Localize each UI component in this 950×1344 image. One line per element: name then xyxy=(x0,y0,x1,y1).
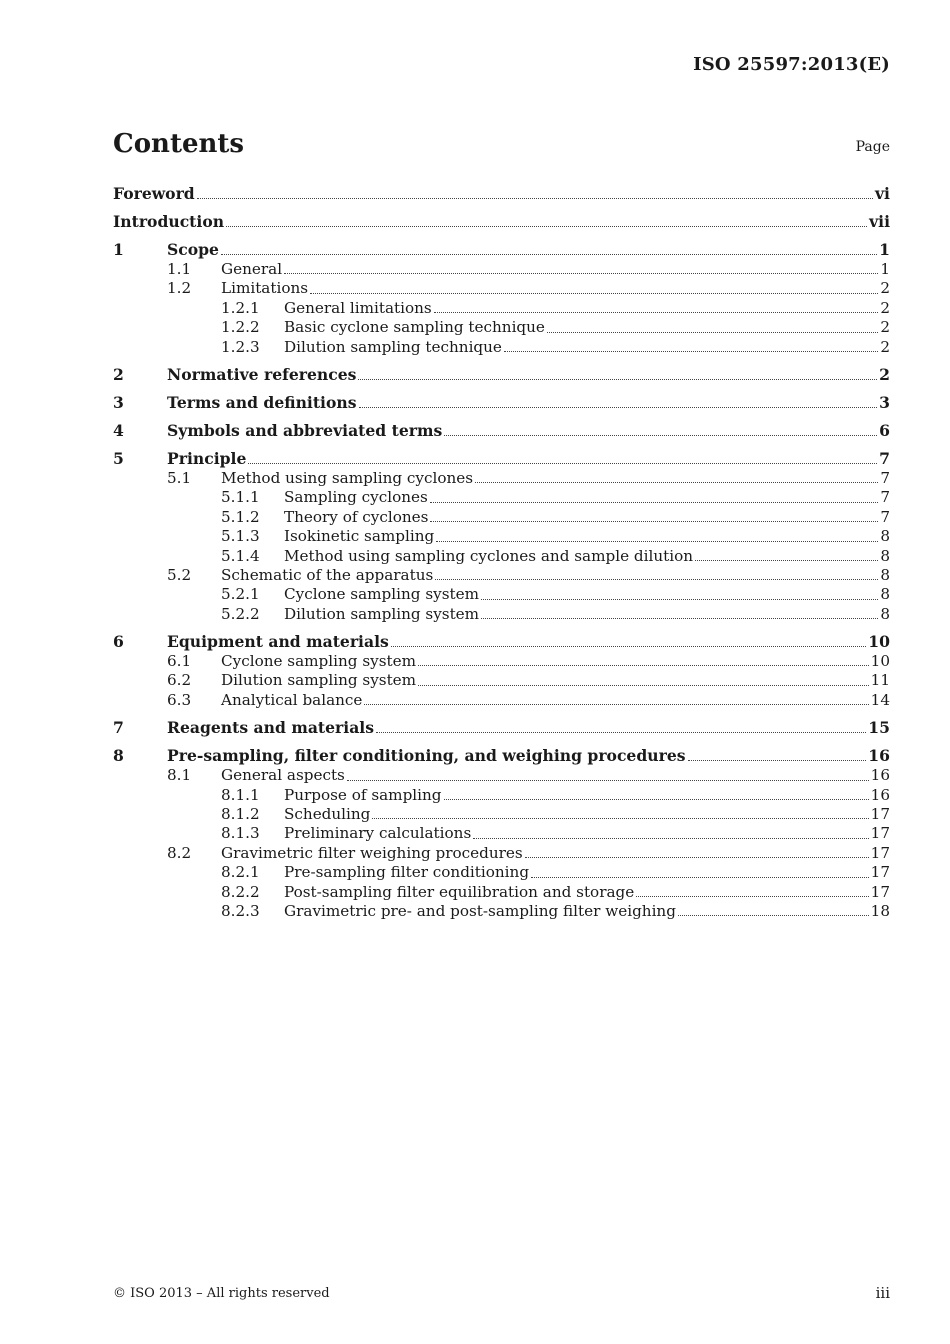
toc-entry-number: 5.1.3 xyxy=(221,527,260,546)
dot-leader xyxy=(473,837,868,839)
toc-entry-title: Method using sampling cyclones and sample dilution xyxy=(284,546,694,565)
dot-leader xyxy=(391,645,867,647)
toc-entry[interactable] xyxy=(113,883,890,902)
toc-entry-number: 7 xyxy=(113,718,124,738)
toc-entry[interactable] xyxy=(113,902,890,921)
toc-entry-title: General limitations xyxy=(284,298,432,317)
toc-group xyxy=(113,632,890,710)
toc-entry[interactable] xyxy=(113,469,890,488)
dot-leader xyxy=(430,501,879,503)
toc-entry-number: 6.1 xyxy=(167,652,192,671)
toc-entry-number: 5.1.4 xyxy=(221,546,260,565)
toc-entry-title: Normative references xyxy=(167,364,357,384)
toc-entry-page: 7 xyxy=(880,488,890,507)
toc-entry-number: 5.1.1 xyxy=(221,488,260,507)
copyright-notice: © ISO 2013 – All rights reserved xyxy=(113,1286,330,1301)
toc-entry-number: 8.2.2 xyxy=(221,882,260,901)
toc-entry-page: 17 xyxy=(870,882,890,901)
toc-entry-page: 8 xyxy=(880,604,890,623)
toc-entry-title: Introduction xyxy=(113,212,225,231)
toc-entry-number: 8.2.1 xyxy=(221,863,260,882)
toc-entry[interactable] xyxy=(113,279,890,298)
toc-entry-number: 5.2 xyxy=(167,565,192,584)
toc-entry[interactable] xyxy=(113,824,890,843)
toc-entry[interactable] xyxy=(113,488,890,507)
toc-entry-title: Principle xyxy=(167,448,247,468)
toc-group xyxy=(113,421,890,441)
toc-entry-title: Gravimetric pre- and post-sampling filter weighing xyxy=(284,901,676,920)
toc-entry-title: Analytical balance xyxy=(221,690,363,709)
contents-title: Contents xyxy=(113,129,245,159)
toc-entry-number: 5.1 xyxy=(167,468,192,487)
dot-leader xyxy=(359,406,878,408)
dot-leader xyxy=(418,684,869,686)
toc-entry-page: 6 xyxy=(879,420,890,440)
toc-entry-title: Dilution sampling system xyxy=(221,671,417,690)
toc-entry-title: Cyclone sampling system xyxy=(221,652,416,671)
toc-entry[interactable] xyxy=(113,421,890,441)
dot-leader xyxy=(688,759,867,761)
page-column-label: Page xyxy=(855,139,890,155)
toc-entry-title: Purpose of sampling xyxy=(284,785,442,804)
toc-entry-title: Cyclone sampling system xyxy=(284,585,479,604)
dot-leader xyxy=(418,664,869,666)
toc-entry-page: vi xyxy=(875,184,890,203)
dot-leader xyxy=(436,540,878,542)
dot-leader xyxy=(347,779,869,781)
dot-leader xyxy=(525,856,869,858)
dot-leader xyxy=(364,703,868,705)
toc-entry-page: 14 xyxy=(870,690,890,709)
toc-group xyxy=(113,718,890,738)
toc-entry-number: 6.3 xyxy=(167,690,192,709)
toc-entry-title: Foreword xyxy=(113,184,195,203)
toc-entry-number: 8.2 xyxy=(167,843,192,862)
toc-entry[interactable] xyxy=(113,585,890,604)
document-id: ISO 25597:2013(E) xyxy=(693,54,890,75)
toc-entry-title: Reagents and materials xyxy=(167,718,375,738)
toc-entry-title: Scheduling xyxy=(284,805,371,824)
dot-leader xyxy=(310,292,878,294)
toc-entry-page: 2 xyxy=(879,364,890,384)
toc-group xyxy=(113,449,890,624)
toc-entry[interactable] xyxy=(113,805,890,824)
toc-entry-number: 2 xyxy=(113,364,124,384)
toc-entry-number: 6.2 xyxy=(167,671,192,690)
toc-entry-page: 17 xyxy=(870,805,890,824)
toc-entry-title: Symbols and abbreviated terms xyxy=(167,420,443,440)
toc-entry-page: 16 xyxy=(870,766,890,785)
page-number: iii xyxy=(875,1284,890,1302)
toc-entry-page: 11 xyxy=(870,671,890,690)
toc-entry[interactable] xyxy=(113,240,890,260)
toc-entry[interactable] xyxy=(113,652,890,671)
toc-entry[interactable] xyxy=(113,260,890,279)
dot-leader xyxy=(475,481,878,483)
dot-leader xyxy=(547,331,878,333)
toc-entry-title: Pre-sampling filter conditioning xyxy=(284,863,530,882)
toc-entry-number: 5.2.2 xyxy=(221,604,260,623)
toc-entry-number: 5.1.2 xyxy=(221,507,260,526)
toc-entry[interactable] xyxy=(113,547,890,566)
toc-entry-page: 1 xyxy=(880,260,890,278)
toc-entry[interactable] xyxy=(113,718,890,738)
toc-entry-page: 8 xyxy=(880,546,890,565)
dot-leader xyxy=(221,253,877,255)
toc-entry[interactable] xyxy=(113,365,890,385)
toc-entry-title: Preliminary calculations xyxy=(284,824,472,843)
toc-entry-number: 1 xyxy=(113,240,124,259)
toc-entry[interactable] xyxy=(113,605,890,624)
dot-leader xyxy=(430,520,878,522)
toc-group xyxy=(113,365,890,385)
toc-entry-number: 8.1.3 xyxy=(221,824,260,843)
toc-entry[interactable] xyxy=(113,632,890,652)
dot-leader xyxy=(444,798,869,800)
dot-leader xyxy=(434,311,879,313)
toc-group xyxy=(113,184,890,204)
toc-entry-number: 1.2.3 xyxy=(221,337,260,356)
toc-entry-number: 6 xyxy=(113,632,124,652)
toc-entry-title: Limitations xyxy=(221,279,309,298)
toc-entry[interactable] xyxy=(113,299,890,318)
dot-leader xyxy=(636,895,868,897)
toc-entry-number: 5.2.1 xyxy=(221,585,260,604)
dot-leader xyxy=(678,914,869,916)
toc-entry-title: Method using sampling cyclones xyxy=(221,468,474,487)
toc-group xyxy=(113,746,890,921)
toc-entry-number: 8.1.1 xyxy=(221,785,260,804)
toc-entry[interactable] xyxy=(113,863,890,882)
toc-entry-page: 8 xyxy=(880,565,890,584)
toc-entry[interactable] xyxy=(113,527,890,546)
toc-entry-title: Theory of cyclones xyxy=(284,507,429,526)
toc-entry-title: Post-sampling filter equilibration and storage xyxy=(284,882,635,901)
toc-entry-title: Schematic of the apparatus xyxy=(221,565,434,584)
toc-entry[interactable] xyxy=(113,566,890,585)
toc-entry-title: Basic cyclone sampling technique xyxy=(284,318,545,337)
toc-entry-page: 2 xyxy=(880,298,890,317)
toc-entry-number: 1.2.2 xyxy=(221,318,260,337)
dot-leader xyxy=(481,617,878,619)
toc-entry[interactable] xyxy=(113,449,890,469)
toc-group xyxy=(113,393,890,413)
toc-entry-page: 15 xyxy=(868,718,890,738)
toc-entry-page: 3 xyxy=(879,392,890,412)
dot-leader xyxy=(531,876,869,878)
toc-entry-page: 10 xyxy=(870,652,890,671)
toc-entry[interactable] xyxy=(113,184,890,204)
toc-entry-page: 16 xyxy=(870,785,890,804)
toc-entry-page: 7 xyxy=(880,468,890,487)
toc-group xyxy=(113,212,890,232)
toc-entry-number: 8.2.3 xyxy=(221,901,260,920)
toc-entry-page: 1 xyxy=(879,240,890,259)
toc-entry-title: Gravimetric filter weighing procedures xyxy=(221,843,523,862)
toc-entry-title: Terms and definitions xyxy=(167,392,357,412)
toc-entry-title: Isokinetic sampling xyxy=(284,527,435,546)
toc-entry-title: Equipment and materials xyxy=(167,632,389,652)
toc-entry-number: 1.2 xyxy=(167,279,192,298)
toc-entry-title: Sampling cyclones xyxy=(284,488,428,507)
dot-leader xyxy=(226,225,867,227)
toc-entry-number: 8.1 xyxy=(167,766,192,785)
toc-entry-page: 8 xyxy=(880,585,890,604)
contents-heading xyxy=(113,131,890,157)
dot-leader xyxy=(435,578,878,580)
toc-entry-number: 4 xyxy=(113,420,124,440)
toc-entry-number: 5 xyxy=(113,448,124,468)
dot-leader xyxy=(376,731,866,733)
toc-entry-title: General aspects xyxy=(221,766,345,785)
toc-entry-title: Pre-sampling, filter conditioning, and weighing procedures xyxy=(167,746,686,766)
toc-entry-page: 7 xyxy=(879,448,890,468)
toc-entry-page: 17 xyxy=(870,824,890,843)
toc-entry[interactable] xyxy=(113,318,890,337)
toc-entry[interactable] xyxy=(113,671,890,690)
toc-entry[interactable] xyxy=(113,393,890,413)
toc-entry-page: 16 xyxy=(868,746,890,766)
toc-entry-page: 8 xyxy=(880,527,890,546)
toc-entry-page: 7 xyxy=(880,507,890,526)
toc-entry[interactable] xyxy=(113,338,890,357)
toc-entry[interactable] xyxy=(113,691,890,710)
toc-entry-number: 1.2.1 xyxy=(221,298,260,317)
dot-leader xyxy=(197,197,873,199)
toc-entry[interactable] xyxy=(113,786,890,805)
dot-leader xyxy=(248,462,877,464)
dot-leader xyxy=(504,350,878,352)
toc-entry-page: 18 xyxy=(870,901,890,920)
dot-leader xyxy=(695,559,878,561)
toc-entry-number: 1.1 xyxy=(167,260,192,278)
toc-entry-page: 2 xyxy=(880,337,890,356)
dot-leader xyxy=(372,817,868,819)
toc-entry-title: Dilution sampling technique xyxy=(284,337,502,356)
toc-entry-page: 2 xyxy=(880,318,890,337)
toc-entry[interactable] xyxy=(113,746,890,766)
table-of-contents xyxy=(113,184,890,929)
toc-entry-page: 2 xyxy=(880,279,890,298)
toc-entry-page: 17 xyxy=(870,863,890,882)
toc-entry-page: 17 xyxy=(870,843,890,862)
toc-entry-number: 3 xyxy=(113,392,124,412)
dot-leader xyxy=(444,434,877,436)
toc-group xyxy=(113,240,890,357)
toc-entry-page: 10 xyxy=(868,632,890,652)
toc-entry[interactable] xyxy=(113,844,890,863)
toc-entry[interactable] xyxy=(113,508,890,527)
toc-entry-title: Scope xyxy=(167,240,219,259)
toc-entry[interactable] xyxy=(113,212,890,232)
toc-entry-title: Dilution sampling system xyxy=(284,604,480,623)
toc-entry-page: vii xyxy=(869,212,890,231)
dot-leader xyxy=(284,272,878,274)
toc-entry-number: 8 xyxy=(113,746,124,766)
toc-entry-title: General xyxy=(221,260,283,278)
toc-entry[interactable] xyxy=(113,766,890,785)
dot-leader xyxy=(481,598,878,600)
dot-leader xyxy=(358,378,877,380)
toc-entry-number: 8.1.2 xyxy=(221,805,260,824)
